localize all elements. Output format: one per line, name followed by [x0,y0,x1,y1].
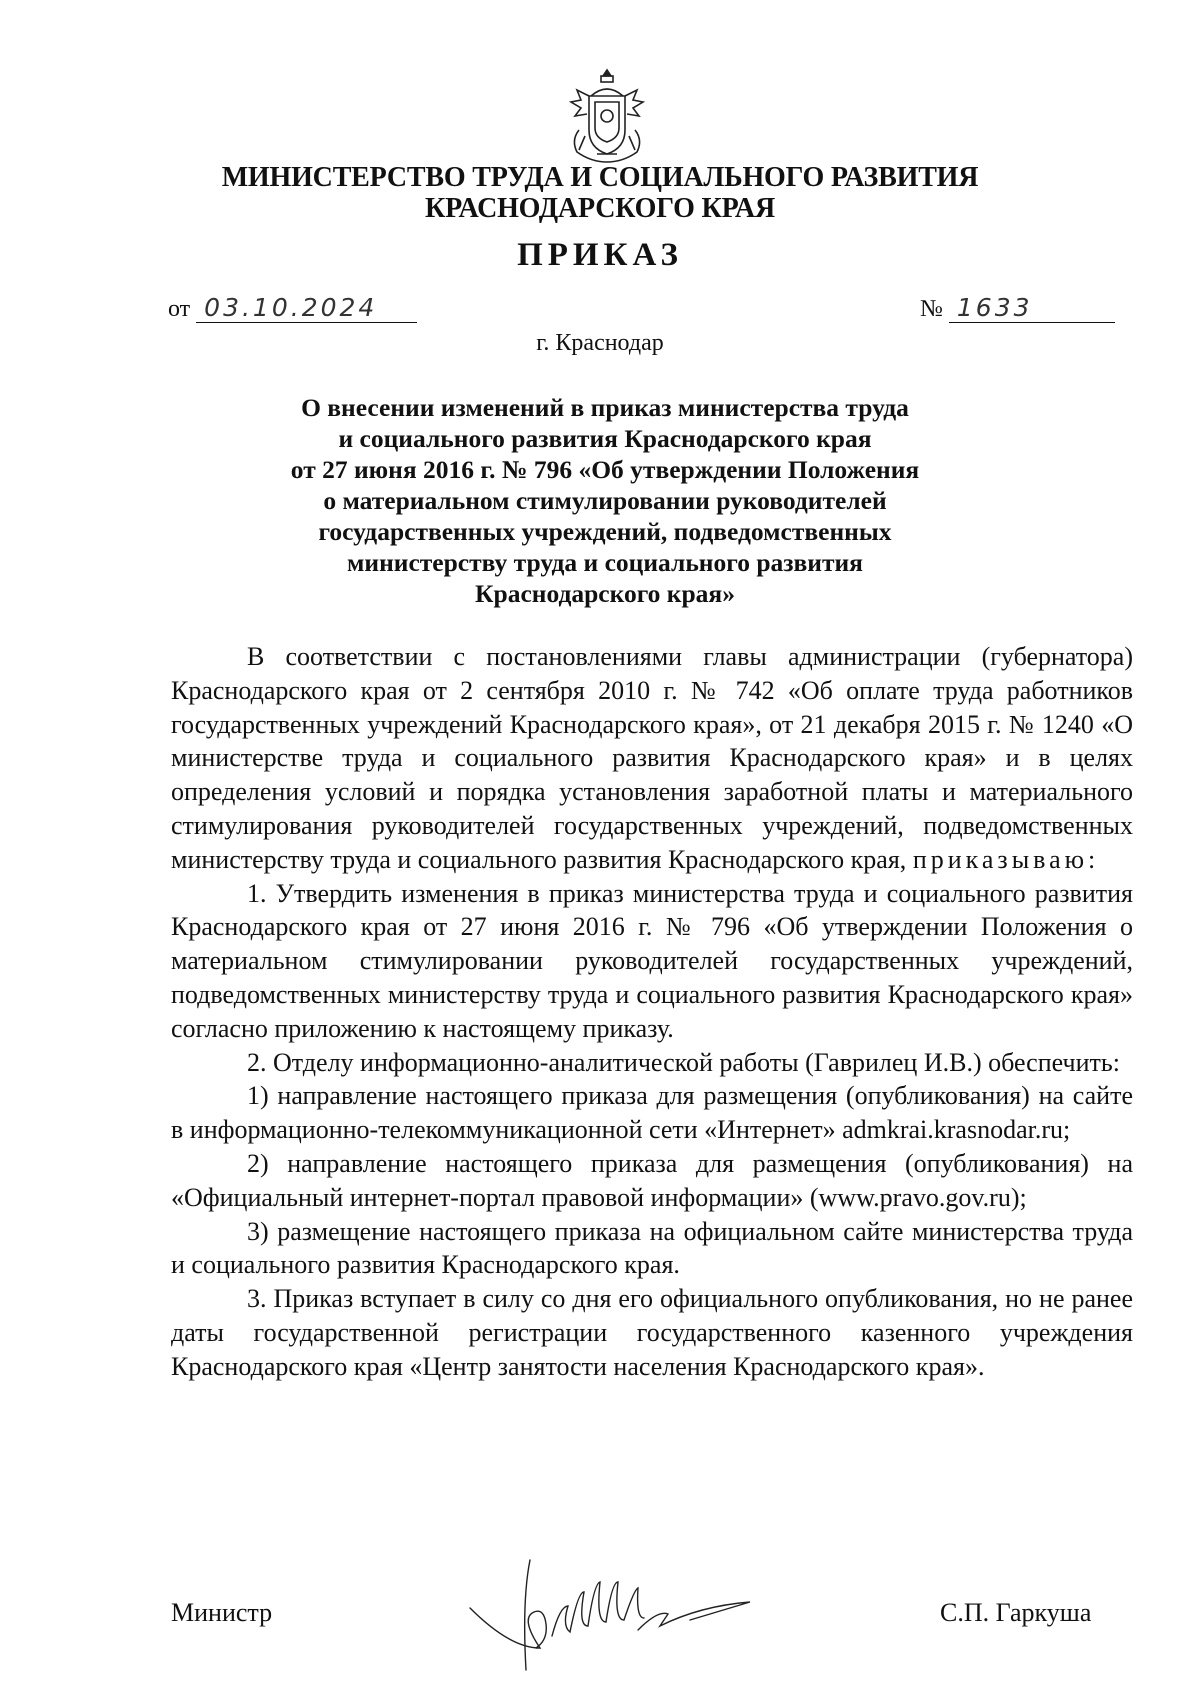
subject-line: о материальном стимулировании руководителей [323,486,887,515]
item-2-1: 1) направление настоящего приказа для размещения (опубликования) на сайте в информационно-телекоммуникационной сети «Интернет» admkrai.krasnodar.ru; [171,1081,1133,1145]
subject-line: министерству труда и социального развития [347,548,863,577]
subject-line: государственных учреждений, подведомственных [318,517,892,546]
handwritten-signature [460,1546,770,1686]
subject-line: Краснодарского края» [475,579,735,608]
item-1: 1. Утвердить изменения в приказ министерства труда и социального развития Краснодарского края от 27 июня 2016 г. № 796 «Об утверждении Положения о материальном стимулировании руководителей государственных учреждений, подведомственных министерству труда и социального развития Краснодарского края» согласно приложению к настоящему приказу. [171,878,1133,1043]
preamble-text: В соответствии с постановлениями главы администрации (губернатора) Краснодарского края от 2 сентября 2010 г. № 742 «Об оплате труда работников государственных учреждений Краснодарского края», от 21 декабря 2015 г. № 1240 «О министерстве труда и социального развития Краснодарского края» и в целях определения условий и порядка установления заработной платы и материального стимулирования руководителей государственных учреждений, подведомственных министерству труда и социального развития Краснодарского края, [171,642,1133,874]
order-body [171,640,1133,1384]
item-2-3: 3) размещение настоящего приказа на официальном сайте министерства труда и социального развития Краснодарского края. [171,1216,1133,1280]
subject-line: и социального развития Краснодарского края [338,424,872,453]
date-value: 03.10.2024 [196,294,417,323]
city: г. Краснодар [536,330,664,356]
date-prefix: от [168,296,191,322]
order-subject [230,392,980,609]
signatory-name: С.П. Гаркуша [940,1598,1092,1627]
item-2-2: 2) направление настоящего приказа для размещения (опубликования) на «Официальный интернет-портал правовой информации» (www.pravo.gov.ru); [171,1148,1133,1212]
preamble-paragraph [171,640,1133,877]
ministry-name-line1: МИНИСТЕРСТВО ТРУДА И СОЦИАЛЬНОГО РАЗВИТИЯ [221,162,979,193]
subject-line: от 27 июня 2016 г. № 796 «Об утверждении Положения [290,455,920,484]
item-3: 3. Приказ вступает в силу со дня его официального опубликования, но не ранее даты государственной регистрации государственного казенного учреждения Краснодарского края «Центр занятости населения Краснодарского края». [171,1284,1133,1381]
order-word: приказываю: [912,844,1100,874]
coat-of-arms-emblem [561,66,653,166]
subject-line: О внесении изменений в приказ министерства труда [301,393,909,422]
ministry-name-line2: КРАСНОДАРСКОГО КРАЯ [425,193,775,224]
order-number [920,294,1115,324]
order-title: ПРИКАЗ [517,237,683,273]
signatory-title: Министр [171,1598,273,1627]
ministry-name [0,162,1200,224]
item-2: 2. Отделу информационно-аналитической работы (Гаврилец И.В.) обеспечить: [247,1047,1120,1077]
number-value: 1633 [949,294,1115,323]
number-prefix: № [920,296,943,322]
order-date [168,294,417,324]
